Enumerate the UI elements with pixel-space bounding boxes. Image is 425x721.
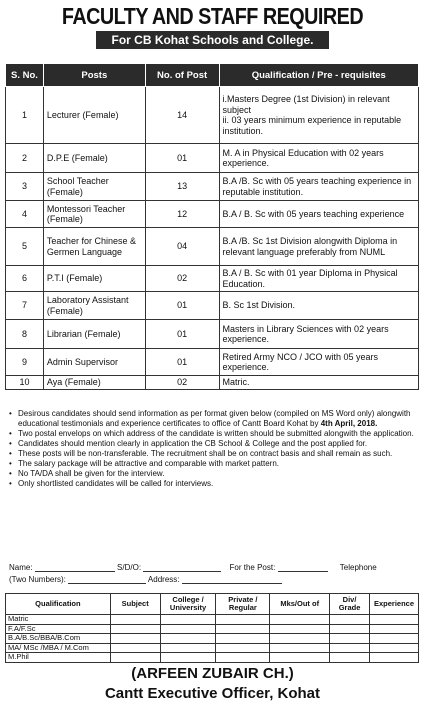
table-row bbox=[6, 615, 419, 625]
name-label: Name: bbox=[9, 563, 33, 572]
table-row bbox=[6, 634, 419, 644]
blank-cell bbox=[270, 634, 330, 644]
name-blank bbox=[35, 563, 115, 572]
table-row bbox=[6, 266, 419, 292]
list-item: • Only shortlisted candidates will be called for interviews. bbox=[9, 479, 419, 489]
blank-cell bbox=[216, 624, 270, 634]
row-qualification: Matric. bbox=[219, 376, 418, 390]
blank-cell bbox=[160, 653, 216, 663]
row-qualification: B.A / B. Sc with 01 year Diploma in Physical Education. bbox=[219, 266, 418, 292]
table-row bbox=[6, 144, 419, 173]
row-post: Montessori Teacher (Female) bbox=[43, 201, 145, 228]
table-row bbox=[6, 376, 419, 390]
row-sno: 10 bbox=[6, 376, 44, 390]
posts-table bbox=[5, 63, 419, 390]
blank-cell bbox=[160, 643, 216, 653]
table-row bbox=[6, 653, 419, 663]
blank-cell bbox=[270, 624, 330, 634]
posts-table-header bbox=[6, 64, 419, 87]
signatory-designation: Cantt Executive Officer, Kohat bbox=[104, 685, 321, 702]
qual-header-college: College / University bbox=[160, 594, 216, 615]
table-row bbox=[6, 87, 419, 144]
post-label: For the Post: bbox=[229, 563, 276, 572]
row-sno: 1 bbox=[6, 87, 44, 144]
sdo-label: S/D/O: bbox=[117, 563, 142, 572]
row-sno: 3 bbox=[6, 173, 44, 201]
row-count: 02 bbox=[145, 266, 219, 292]
blank-cell bbox=[330, 643, 370, 653]
qual-row-label: M.Phil bbox=[6, 653, 111, 663]
row-qualification: M. A in Physical Education with 02 years experience. bbox=[219, 144, 418, 173]
blank-cell bbox=[270, 653, 330, 663]
list-item: • The salary package will be attractive and comparable with market pattern. bbox=[9, 459, 419, 469]
telephone-label: Telephone bbox=[339, 563, 377, 572]
address-blank bbox=[182, 575, 282, 584]
list-item: • Two postal envelops on which address of the candidate is written should be submitted alongwith the application. bbox=[9, 429, 419, 439]
row-count: 14 bbox=[145, 87, 219, 144]
list-item bbox=[9, 409, 419, 428]
row-post: Admin Supervisor bbox=[43, 349, 145, 376]
header-sno: S. No. bbox=[6, 64, 44, 87]
blank-cell bbox=[110, 634, 160, 644]
row-qualification: B. Sc 1st Division. bbox=[219, 292, 418, 320]
qual-row-label: Matric bbox=[6, 615, 111, 625]
row-post: Laboratory Assistant (Female) bbox=[43, 292, 145, 320]
qual-row-label: F.A/F.Sc bbox=[6, 624, 111, 634]
address-label: Address: bbox=[147, 575, 180, 584]
table-row bbox=[6, 320, 419, 349]
telephone-blank bbox=[68, 575, 146, 584]
signatory-name: (ARFEEN ZUBAIR CH.) bbox=[131, 665, 294, 682]
subtitle-banner: For CB Kohat Schools and College. bbox=[96, 31, 329, 49]
table-row bbox=[6, 643, 419, 653]
row-count: 02 bbox=[145, 376, 219, 390]
blank-cell bbox=[369, 643, 418, 653]
row-count: 01 bbox=[145, 349, 219, 376]
list-item: • These posts will be non-transferable. The recruitment shall be on contract basis and shall remain as such. bbox=[9, 449, 419, 459]
qual-table-header bbox=[6, 594, 419, 615]
header-count: No. of Post bbox=[145, 64, 219, 87]
deadline-date: 4th April, 2018. bbox=[320, 418, 378, 428]
row-post: School Teacher (Female) bbox=[43, 173, 145, 201]
row-sno: 2 bbox=[6, 144, 44, 173]
row-sno: 6 bbox=[6, 266, 44, 292]
row-count: 04 bbox=[145, 228, 219, 266]
row-post: Aya (Female) bbox=[43, 376, 145, 390]
row-post: Librarian (Female) bbox=[43, 320, 145, 349]
row-qualification: B.A / B. Sc with 05 years teaching experience bbox=[219, 201, 418, 228]
blank-cell bbox=[330, 615, 370, 625]
form-line-2 bbox=[5, 575, 419, 584]
table-row bbox=[6, 201, 419, 228]
blank-cell bbox=[369, 634, 418, 644]
blank-cell bbox=[369, 615, 418, 625]
page-title: FACULTY AND STAFF REQUIRED bbox=[61, 3, 364, 29]
blank-cell bbox=[110, 624, 160, 634]
blank-cell bbox=[270, 615, 330, 625]
row-sno: 5 bbox=[6, 228, 44, 266]
row-post: D.P.E (Female) bbox=[43, 144, 145, 173]
blank-cell bbox=[110, 615, 160, 625]
blank-cell bbox=[216, 643, 270, 653]
sdo-blank bbox=[143, 563, 221, 572]
two-numbers-label: (Two Numbers): bbox=[9, 575, 66, 584]
header-posts: Posts bbox=[43, 64, 145, 87]
row-sno: 8 bbox=[6, 320, 44, 349]
table-row bbox=[6, 173, 419, 201]
row-count: 13 bbox=[145, 173, 219, 201]
qual-row-label: B.A/B.Sc/BBA/B.Com bbox=[6, 634, 111, 644]
header-qualification: Qualification / Pre - requisites bbox=[219, 64, 418, 87]
row-count: 01 bbox=[145, 144, 219, 173]
blank-cell bbox=[330, 634, 370, 644]
qual-header-subject: Subject bbox=[110, 594, 160, 615]
qual-header-qualification: Qualification bbox=[6, 594, 111, 615]
qual-header-division: Div/ Grade bbox=[330, 594, 370, 615]
row-post: P.T.I (Female) bbox=[43, 266, 145, 292]
blank-cell bbox=[110, 643, 160, 653]
instructions-list bbox=[5, 409, 419, 489]
row-count: 12 bbox=[145, 201, 219, 228]
blank-cell bbox=[330, 624, 370, 634]
row-count: 01 bbox=[145, 320, 219, 349]
blank-cell bbox=[160, 634, 216, 644]
qual-header-marks: Mks/Out of bbox=[270, 594, 330, 615]
row-post: Teacher for Chinese & Germen Language bbox=[43, 228, 145, 266]
qualification-form-table bbox=[5, 593, 419, 663]
table-row bbox=[6, 292, 419, 320]
table-row bbox=[6, 228, 419, 266]
qual-header-private: Private / Regular bbox=[216, 594, 270, 615]
row-sno: 4 bbox=[6, 201, 44, 228]
qual-header-experience: Experience bbox=[369, 594, 418, 615]
row-count: 01 bbox=[145, 292, 219, 320]
row-sno: 9 bbox=[6, 349, 44, 376]
qual-row-label: MA/ MSc /MBA / M.Com bbox=[6, 643, 111, 653]
row-qualification: i.Masters Degree (1st Division) in relevant subject ii. 03 years minimum experience in reputable institution. bbox=[219, 87, 418, 144]
blank-cell bbox=[369, 653, 418, 663]
blank-cell bbox=[160, 615, 216, 625]
blank-cell bbox=[110, 653, 160, 663]
row-post: Lecturer (Female) bbox=[43, 87, 145, 144]
row-qualification: Retired Army NCO / JCO with 05 years experience. bbox=[219, 349, 418, 376]
row-qualification: B.A /B. Sc 1st Division alongwith Diploma in relevant language preferably from NUML bbox=[219, 228, 418, 266]
list-item: • No TA/DA shall be given for the interview. bbox=[9, 469, 419, 479]
post-blank bbox=[278, 563, 328, 572]
blank-cell bbox=[330, 653, 370, 663]
row-sno: 7 bbox=[6, 292, 44, 320]
blank-cell bbox=[216, 634, 270, 644]
row-qualification: Masters in Library Sciences with 02 years experience. bbox=[219, 320, 418, 349]
form-line-1 bbox=[5, 563, 419, 572]
table-row bbox=[6, 349, 419, 376]
blank-cell bbox=[270, 643, 330, 653]
blank-cell bbox=[369, 624, 418, 634]
blank-cell bbox=[216, 653, 270, 663]
row-qualification: B.A /B. Sc with 05 years teaching experience in reputable institution. bbox=[219, 173, 418, 201]
blank-cell bbox=[160, 624, 216, 634]
note-text: Desirous candidates should send information as per format given below (compiled on MS Word only) alongwith educational testimonials and experience certificates to office of Cantt Board Kohat by bbox=[18, 409, 411, 428]
list-item: • Candidates should mention clearly in application the CB School & College and the post applied for. bbox=[9, 439, 419, 449]
blank-cell bbox=[216, 615, 270, 625]
